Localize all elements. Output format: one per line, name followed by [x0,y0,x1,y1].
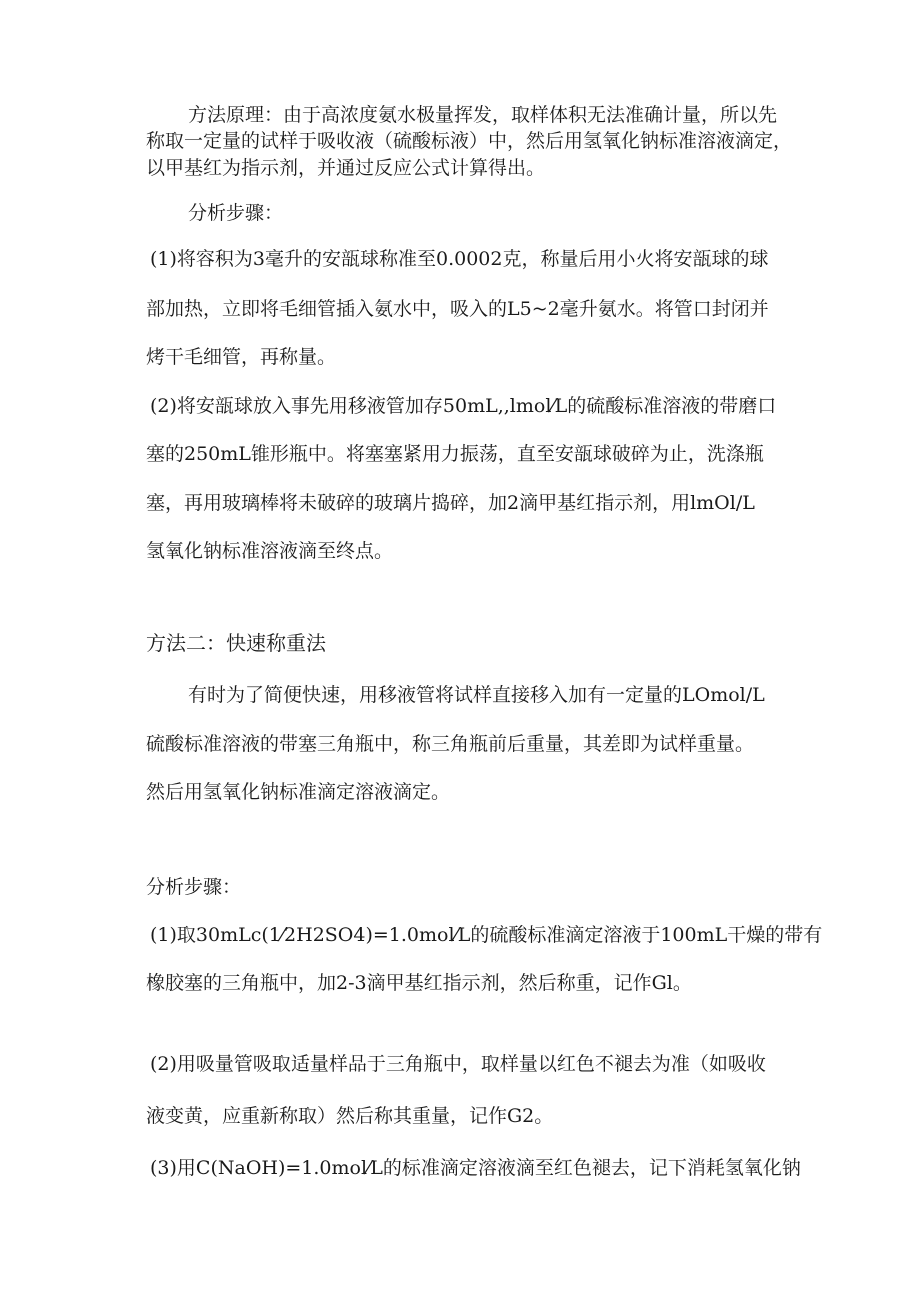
step1-line-2: 部加热，立即将毛细管插入氨水中，吸入的L5~2毫升氨水。将管口封闭并 [146,298,769,320]
m2-step1-line-1: (1)取30mLc(1⁄2H2SO4)=1.0mol⁄L的硫酸标准滴定溶液于100mL干燥的带有 [150,924,823,946]
method2-intro-line-2: 硫酸标准溶液的带塞三角瓶中，称三角瓶前后重量，其差即为试样重量。 [146,733,755,755]
principle-line-1: 方法原理：由于高浓度氨水极量挥发，取样体积无法准确计量，所以先 [188,104,778,126]
m2-step2-line-2: 液变黄，应重新称取）然后称其重量，记作G2。 [146,1105,554,1127]
step2-line-2: 塞的250mL锥形瓶中。将塞塞紧用力振荡，直至安瓿球破碎为止，洗涤瓶 [146,443,764,465]
step2-line-4: 氢氧化钠标准溶液滴至终点。 [146,540,394,562]
step1-line-3: 烤干毛细管，再称量。 [146,346,337,368]
method2-heading: 方法二：快速称重法 [146,631,326,655]
step2-line-3: 塞，再用玻璃棒将未破碎的玻璃片捣碎，加2滴甲基红指示剂，用lmOl/L [146,492,755,514]
method2-intro-line-1: 有时为了简便快速，用移液管将试样直接移入加有一定量的LOmol/L [188,684,765,706]
step2-line-1: (2)将安瓿球放入事先用移液管加存50mL,,lmol⁄L的硫酸标准溶液的带磨口 [150,395,777,417]
steps-heading-2: 分析步骤： [146,876,242,898]
m2-step3-line-1: (3)用C(NaOH)=1.0mol⁄L的标准滴定溶液滴至红色褪去，记下消耗氢氧化钠 [150,1157,801,1179]
principle-line-2: 称取一定量的试样于吸收液（硫酸标液）中，然后用氢氧化钠标准溶液滴定， [146,130,793,152]
m2-step1-line-2: 橡胶塞的三角瓶中，加2-3滴甲基红指示剂，然后称重，记作Gl。 [146,972,692,994]
method2-intro-line-3: 然后用氢氧化钠标准滴定溶液滴定。 [146,781,451,803]
step1-line-1: (1)将容积为3毫升的安瓿球称准至0.0002克，称量后用小火将安瓿球的球 [150,248,769,270]
principle-line-3: 以甲基红为指示剂，并通过反应公式计算得出。 [146,157,546,179]
steps-heading-1: 分析步骤： [188,202,284,224]
m2-step2-line-1: (2)用吸量管吸取适量样品于三角瓶中，取样量以红色不褪去为准（如吸收 [150,1053,766,1075]
